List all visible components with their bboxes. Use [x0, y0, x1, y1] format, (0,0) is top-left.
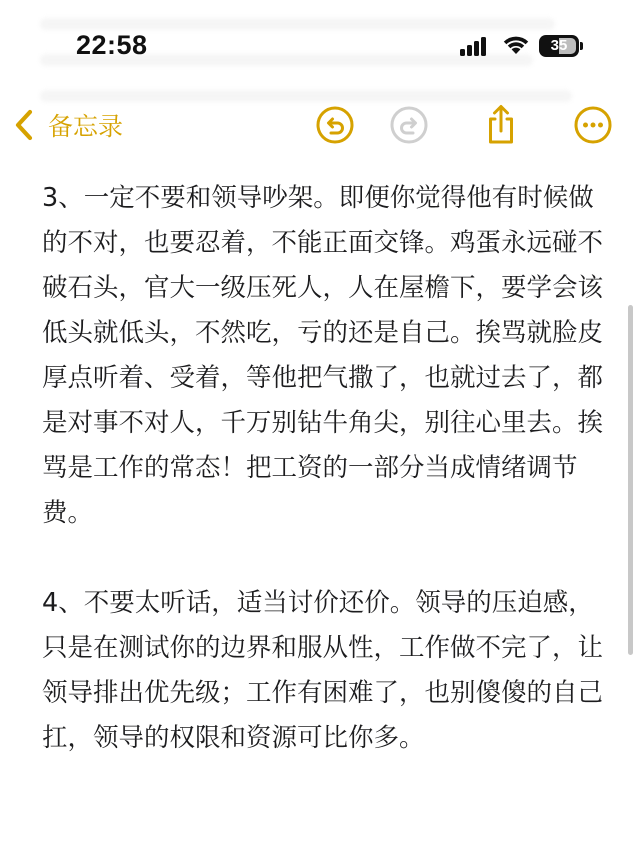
note-paragraph-3: 3、一定不要和领导吵架。即便你觉得他有时候做的不对，也要忍着，不能正面交锋。鸡蛋永远碰不破石头，官大一级压死人，人在屋檐下，要学会该低头就低头，不然吃，亏的还是自己。挨骂就脸皮厚点听着、受着，等他把气撒了，也就过去了，都是对事不对人，千万别钻牛角尖，别往心里去。挨骂是工作的常态！把工资的一部分当成情绪调节费。 [42, 183, 604, 528]
note-paragraph-4: 4、不要太听话，适当讨价还价。领导的压迫感，只是在测试你的边界和服从性，工作做不完了，让领导排出优先级；工作有困难了，也别傻傻的自己扛，领导的权限和资源可比你多。 [42, 588, 604, 753]
chevron-left-icon [12, 108, 36, 142]
battery-tip [580, 42, 583, 50]
more-icon[interactable] [570, 102, 616, 148]
cellular-signal-icon [460, 36, 490, 56]
battery-percentage: 35 [550, 37, 568, 54]
scroll-indicator[interactable] [628, 305, 633, 655]
note-body[interactable] [42, 176, 610, 761]
redo-icon[interactable] [386, 102, 432, 148]
status-bar [0, 0, 640, 90]
back-button[interactable] [12, 103, 123, 147]
undo-icon[interactable] [312, 102, 358, 148]
back-label: 备忘录 [48, 112, 124, 141]
share-icon[interactable] [478, 102, 524, 148]
status-time: 22:58 [76, 30, 148, 60]
navigation-bar [0, 95, 640, 155]
wifi-icon [502, 34, 530, 56]
battery-icon [539, 35, 579, 57]
